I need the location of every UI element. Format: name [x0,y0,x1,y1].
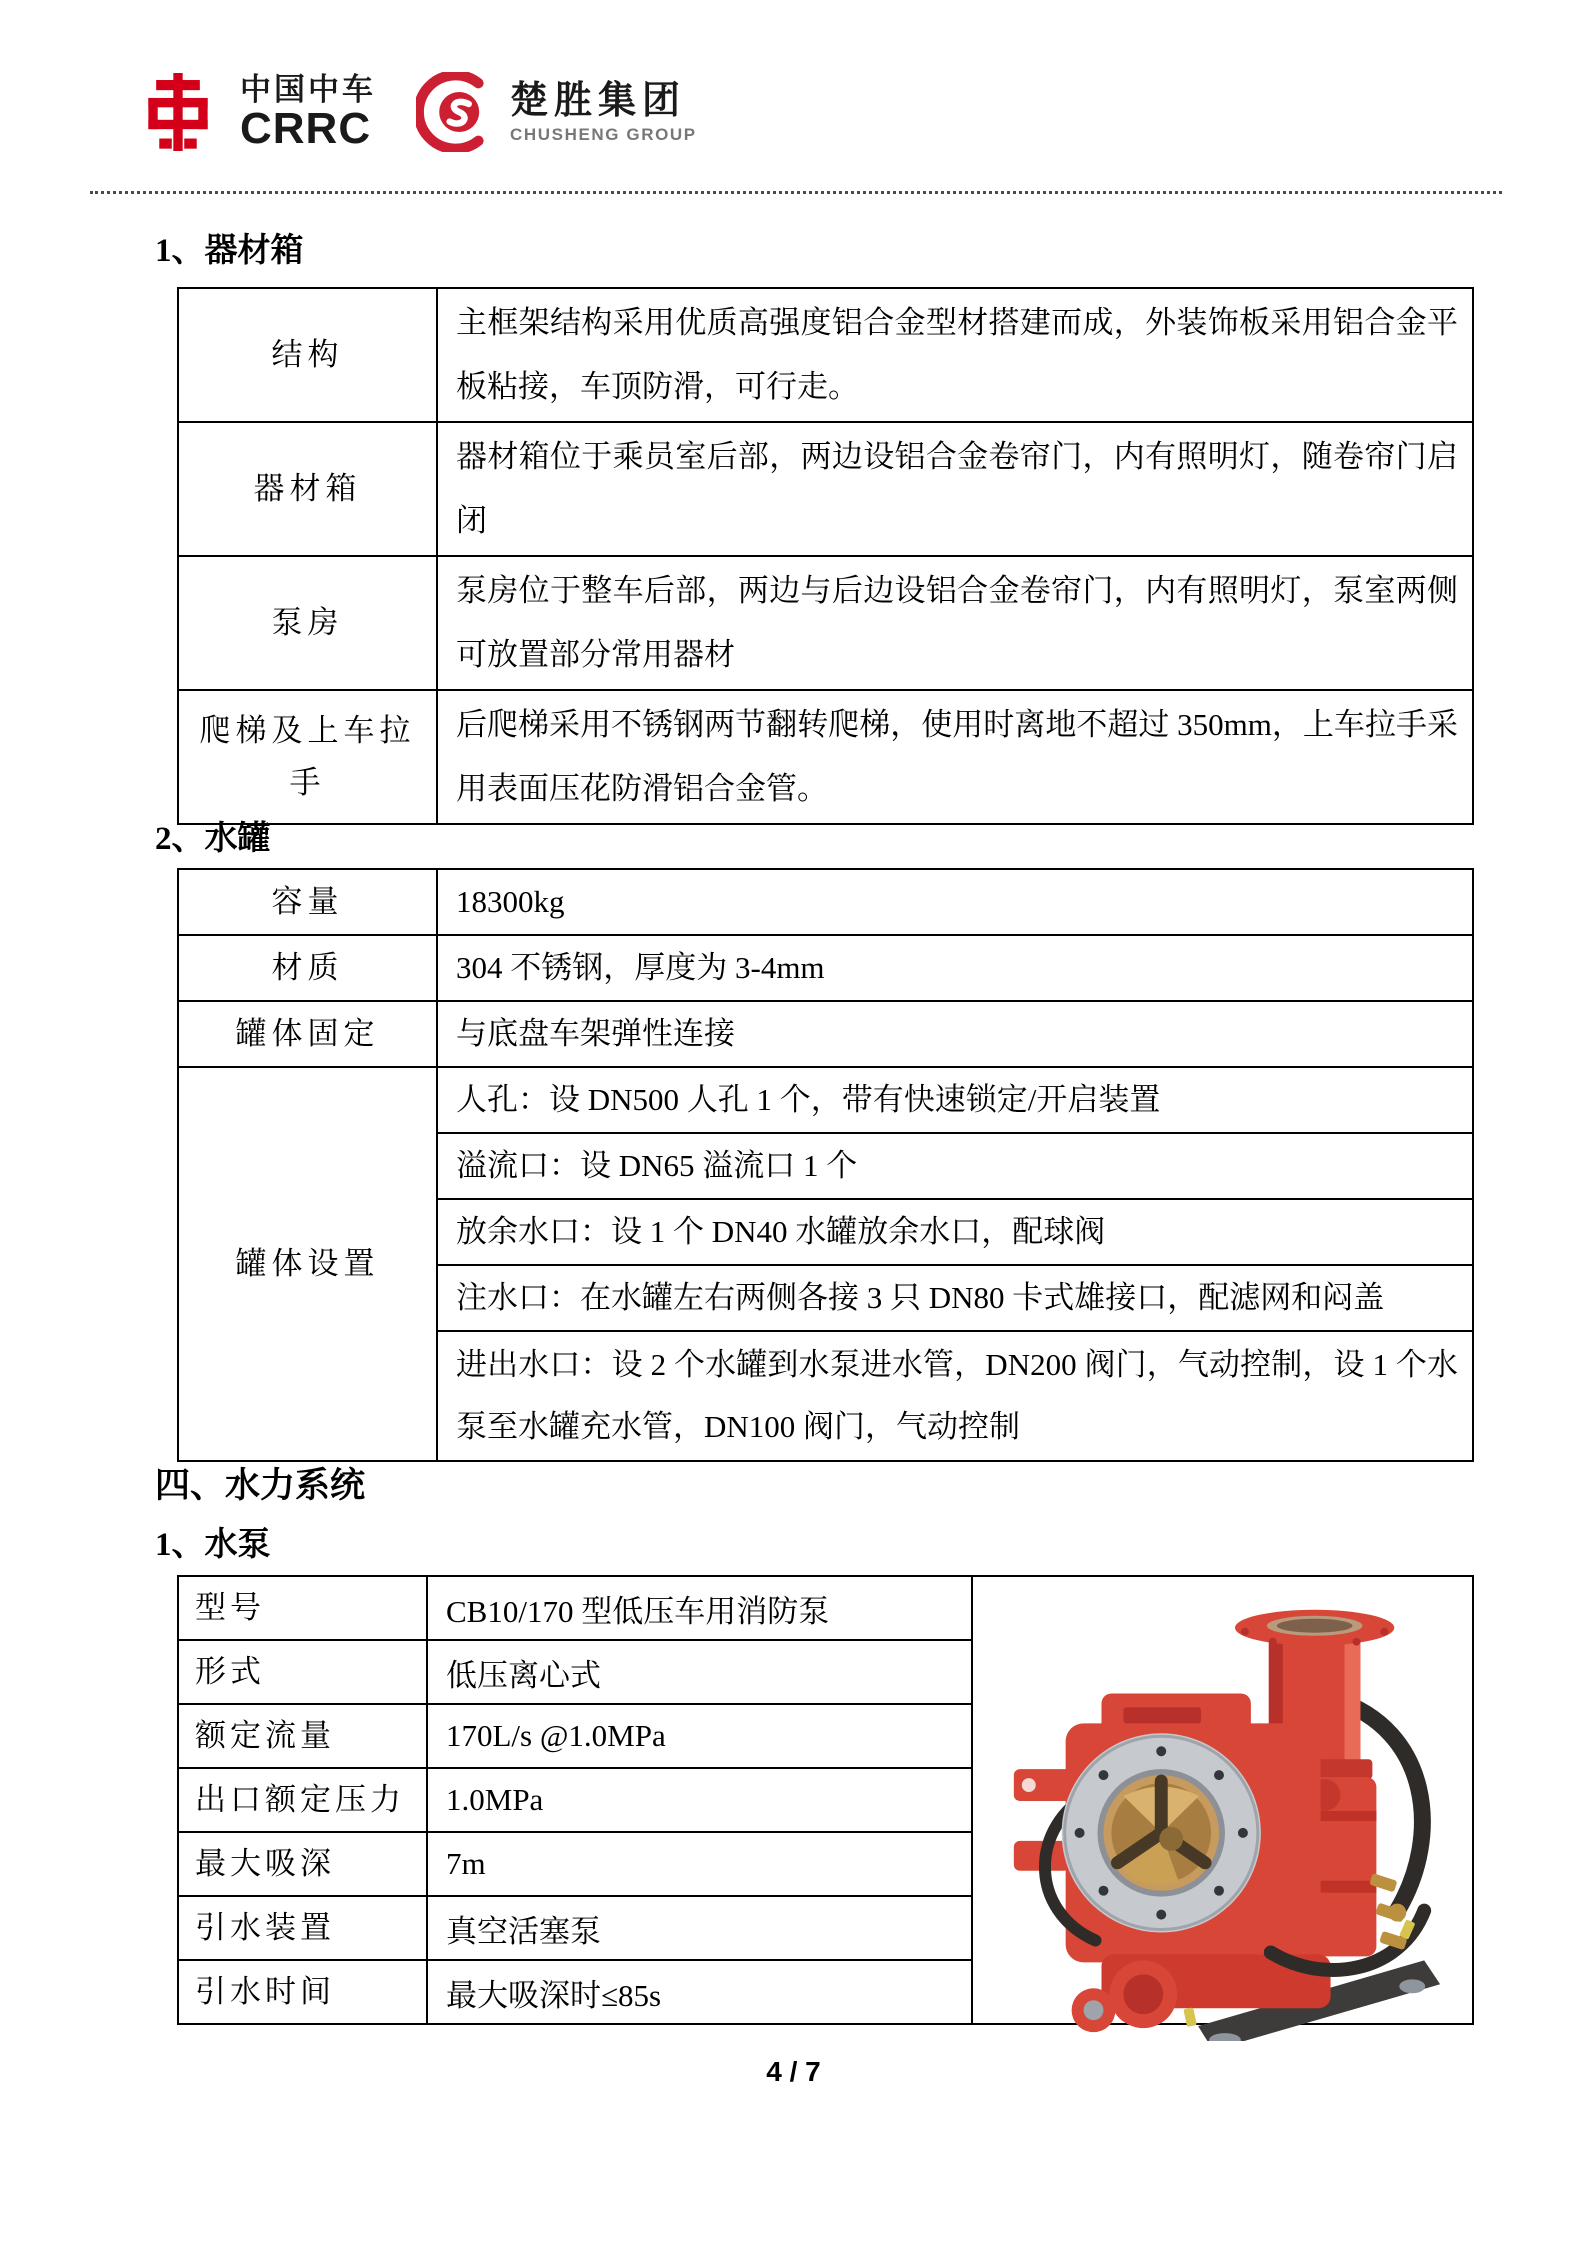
chusheng-en-label: CHUSHENG GROUP [510,124,697,144]
row-label-cell: 容量 [178,869,437,935]
table-row [178,422,1473,556]
row-label-cell: 引水装置 [178,1896,427,1960]
section-heading-hydraulic-system: 四、水力系统 [155,1466,366,1505]
table-row [178,288,1473,422]
row-label-cell: 形式 [178,1640,427,1704]
row-label-cell: 泵房 [178,556,437,690]
fire-pump-photo [974,1581,1472,2049]
water-tank-table [177,868,1474,1462]
row-value-cell: 后爬梯采用不锈钢两节翻转爬梯，使用时离地不超过 350mm，上车拉手采用表面压花防滑铝合金管。 [437,690,1473,824]
table-row [178,1067,1473,1133]
table-row [178,1576,1473,1640]
section-heading-equipment-box: 1、器材箱 [155,233,304,269]
equipment-box-table [177,287,1474,825]
row-value-cell: 与底盘车架弹性连接 [437,1001,1473,1067]
crrc-cn-label: 中国中车 [240,71,376,107]
section-heading-water-tank: 2、水罐 [155,821,271,857]
table-row [178,556,1473,690]
table-row [178,935,1473,1001]
chusheng-ring-icon [416,72,496,152]
row-label-cell: 结构 [178,288,437,422]
row-value-cell: 泵房位于整车后部，两边与后边设铝合金卷帘门，内有照明灯，泵室两侧可放置部分常用器材 [437,556,1473,690]
row-label-cell: 出口额定压力 [178,1768,427,1832]
row-label-cell: 爬梯及上车拉手 [178,690,437,824]
section-heading-water-pump: 1、水泵 [155,1527,271,1563]
row-value-cell: 1.0MPa [427,1768,972,1832]
crrc-che-mark-icon [130,73,226,151]
row-value-cell: 进出水口：设 2 个水罐到水泵进水管，DN200 阀门，气动控制，设 1 个水泵至水罐充水管，DN100 阀门，气动控制 [437,1331,1473,1461]
row-value-cell: 真空活塞泵 [427,1896,972,1960]
row-label-cell: 引水时间 [178,1960,427,2024]
table-row [178,690,1473,824]
crrc-brand-text [240,71,376,153]
chusheng-cn-label: 楚胜集团 [510,79,687,122]
page-indicator: 4 / 7 [766,2056,821,2087]
pump-image-cell [972,1576,1473,2024]
row-label-cell: 最大吸深 [178,1832,427,1896]
chusheng-brand-text [510,79,697,144]
row-label-cell: 罐体固定 [178,1001,437,1067]
row-value-cell: 注水口：在水罐左右两侧各接 3 只 DN80 卡式雄接口，配滤网和闷盖 [437,1265,1473,1331]
row-value-cell: 人孔：设 DN500 人孔 1 个，带有快速锁定/开启装置 [437,1067,1473,1133]
row-value-cell: 器材箱位于乘员室后部，两边设铝合金卷帘门，内有照明灯，随卷帘门启闭 [437,422,1473,556]
row-label-cell: 材质 [178,935,437,1001]
row-value-cell: 最大吸深时≤85s [427,1960,972,2024]
header-dotted-divider [90,191,1502,194]
row-value-cell: 主框架结构采用优质高强度铝合金型材搭建而成，外装饰板采用铝合金平板粘接，车顶防滑，可行走。 [437,288,1473,422]
row-label-cell: 器材箱 [178,422,437,556]
row-value-cell: 溢流口：设 DN65 溢流口 1 个 [437,1133,1473,1199]
row-value-cell: 低压离心式 [427,1640,972,1704]
row-value-cell: CB10/170 型低压车用消防泵 [427,1576,972,1640]
water-pump-table [177,1575,1474,2025]
tank-settings-group-label: 罐体设置 [178,1067,437,1461]
row-value-cell: 304 不锈钢，厚度为 3-4mm [437,935,1473,1001]
row-value-cell: 7m [427,1832,972,1896]
table-row [178,869,1473,935]
row-label-cell: 型号 [178,1576,427,1640]
header [130,72,697,152]
crrc-wordmark: CRRC [240,103,372,153]
table-row [178,1001,1473,1067]
row-value-cell: 放余水口：设 1 个 DN40 水罐放余水口，配球阀 [437,1199,1473,1265]
row-value-cell: 170L/s @1.0MPa [427,1704,972,1768]
row-value-cell: 18300kg [437,869,1473,935]
row-label-cell: 额定流量 [178,1704,427,1768]
